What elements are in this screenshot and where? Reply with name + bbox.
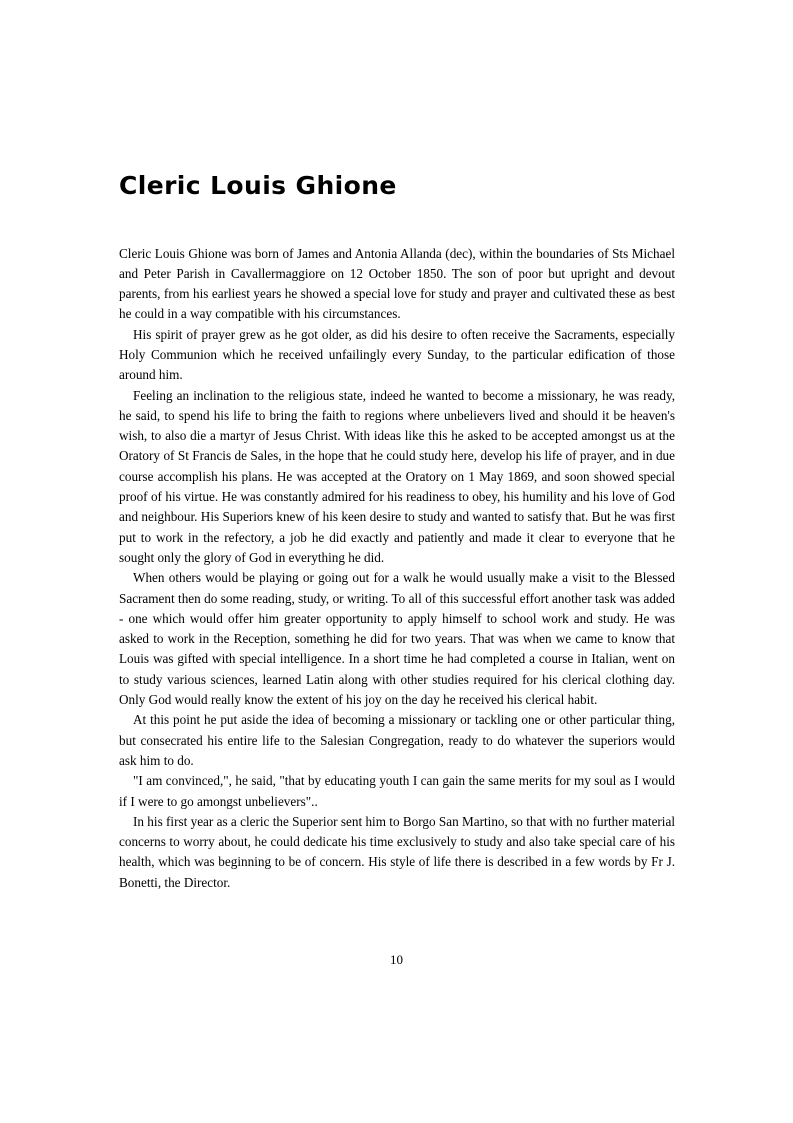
page-number: 10 — [390, 952, 403, 967]
paragraph: Cleric Louis Ghione was born of James and Antonia Allanda (dec), within the boundaries of Sts Michael and Peter Parish in Cavallermaggiore on 12 October 1850. The son of poor but upright and devout parents, from his earliest years he showed a special love for study and prayer and cultivated these as best he could in a way compatible with his circumstances. — [119, 245, 675, 322]
paragraph: When others would be playing or going out for a walk he would usually make a visit to the Blessed Sacrament then do some reading, study, or writing. To all of this successful effort another task was added - one which would offer him greater opportunity to apply himself to school work and study. He was asked to work in the Reception, something he did for two years. That was when we came to know that Louis was gifted with special intelligence. In a short time he had completed a course in Italian, went on to study various sciences, learned Latin along with other studies required for his clerical clothing day. Only God would really know the extent of his joy on the day he received his clerical habit. — [119, 570, 675, 708]
body-text — [119, 244, 675, 894]
page-title: Cleric Louis Ghione — [119, 171, 397, 200]
paragraph: "I am convinced,", he said, "that by educating youth I can gain the same merits for my soul as I would if I were to go amongst unbelievers".. — [119, 773, 675, 809]
page-content — [119, 0, 675, 893]
paragraph: At this point he put aside the idea of becoming a missionary or tackling one or other particular thing, but consecrated his entire life to the Salesian Congregation, ready to do whatever the superiors would ask him to do. — [119, 712, 675, 768]
paragraph: Feeling an inclination to the religious state, indeed he wanted to become a missionary, he was ready, he said, to spend his life to bring the faith to regions where unbelievers lived and should it be heaven's wish, to also die a martyr of Jesus Christ. With ideas like this he asked to be accepted amongst us at the Oratory of St Francis de Sales, in the hope that he could study here, develop his life of prayer, and in due course accomplish his plans. He was accepted at the Oratory on 1 May 1869, and soon showed special proof of his virtue. He was constantly admired for his readiness to obey, his humility and his love of God and neighbour. His Superiors knew of his keen desire to study and wanted to satisfy that. But he was first put to work in the refectory, a job he did exactly and patiently and made it clear to everyone that he sought only the glory of God in everything he did. — [119, 387, 675, 565]
paragraph: His spirit of prayer grew as he got older, as did his desire to often receive the Sacraments, especially Holy Communion which he received unfailingly every Sunday, to the particular edification of those around him. — [119, 326, 675, 383]
paragraph: In his first year as a cleric the Superior sent him to Borgo San Martino, so that with no further material concerns to worry about, he could dedicate his time exclusively to study and also take special care of his health, which was beginning to be of concern. His style of life there is described in a few words by Fr J. Bonetti, the Director. — [119, 813, 675, 890]
